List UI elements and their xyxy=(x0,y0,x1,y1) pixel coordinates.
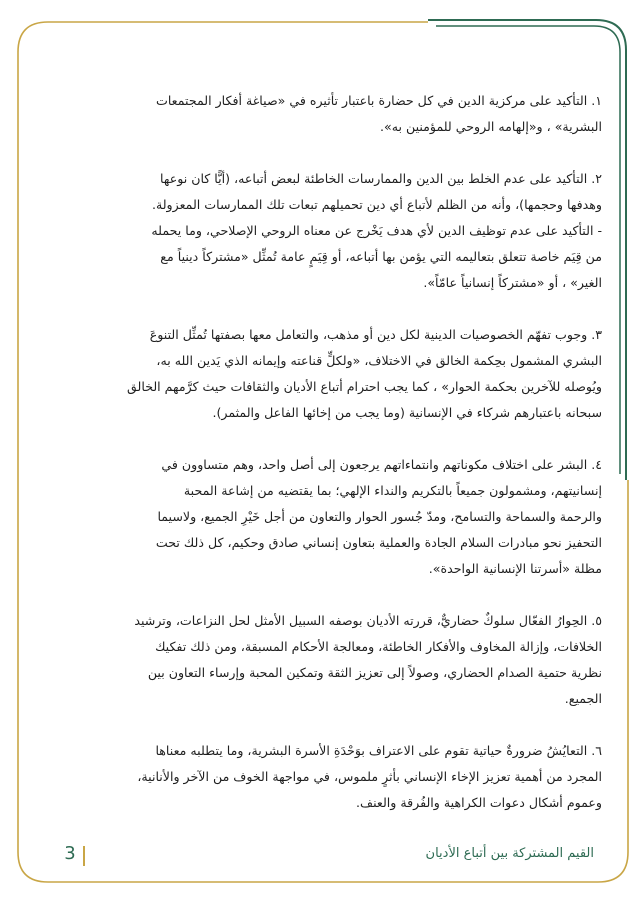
document-body xyxy=(54,88,602,842)
paragraph-3 xyxy=(54,322,602,426)
paragraph-line: وهدفها وحجمها)، وأنه من الظلم لأتباع أي دين تحميلهم تبعات تلك الممارسات المعزولة. xyxy=(151,197,602,212)
paragraph-line: من قِيَم خاصة تتعلق بتعاليمه التي يؤمن بها أتباعه، أو قِيَمٍ عامة تُمثِّل «مشتركاً دينياً مع xyxy=(160,249,602,264)
paragraph-line: ٢. التأكيد على عدم الخلط بين الدين والممارسات الخاطئة لبعض أتباعه، (أيًّا كان نوعها xyxy=(160,171,602,186)
paragraph-line: سبحانه باعتبارهم شركاء في الإنسانية (وما يجب من إخائها الفاعل والمثمر). xyxy=(212,405,602,420)
paragraph-line: الخلافات، وإزالة المخاوف والأفكار الخاطئة، ومعالجة الأحكام المسبقة، ومن ذلك تفكيك xyxy=(155,639,602,654)
paragraph-line: التحفيز نحو مبادرات السلام الجادة والعملية بتعاون إنساني صادق وحكيم، كل ذلك تحت xyxy=(155,535,602,550)
paragraph-line: ويُوصله للآخرين بحكمة الحوار» ، كما يجب احترام أتباع الأديان والثقافات حيث كرَّمهم الخالق xyxy=(127,379,602,394)
paragraph-line: ٤. البشر على اختلاف مكوناتهم وانتماءاتهم يرجعون إلى أصل واحد، وهم متساوون في xyxy=(161,457,602,472)
paragraph-2 xyxy=(54,166,602,296)
paragraph-line: البشري المشمول بحِكمة الخالق في الاختلاف، «ولكلٍّ قناعته وإيمانه الذي يَدين الله به، xyxy=(156,353,602,368)
footer-title: القيم المشتركة بين أتباع الأديان xyxy=(425,846,594,861)
paragraph-line: إنسانيتهم، ومشمولون جميعاً بالتكريم والنداء الإلهي؛ بما يقتضيه من إشاعة المحبة xyxy=(183,483,602,498)
paragraph-line: مظلة «أسرتنا الإنسانية الواحدة». xyxy=(428,561,602,576)
paragraph-line: المجرد من أهمية تعزيز الإخاء الإنساني بأثرٍ ملموس، في مواجهة الخوف من الآخر والأنانية، xyxy=(137,769,602,784)
paragraph-1 xyxy=(54,88,602,140)
paragraph-line: وعموم أشكال دعوات الكراهية والفُرقة والعنف. xyxy=(356,795,602,810)
page-number: 3 xyxy=(64,843,76,864)
paragraph-line: ٣. وجوب تفهّم الخصوصيات الدينية لكل دين أو مذهب، والتعامل معها بصفتها تُمثِّل التنوعَ xyxy=(149,327,602,342)
paragraph-line: الجميع. xyxy=(564,691,602,706)
paragraph-line: البشرية» ، و«إلهامه الروحي للمؤمنين به». xyxy=(380,119,602,134)
footer-separator xyxy=(83,846,85,866)
paragraph-line: ١. التأكيد على مركزية الدين في كل حضارة باعتبار تأثيره في «صياغة أفكار المجتمعات xyxy=(155,93,602,108)
paragraph-6 xyxy=(54,738,602,816)
paragraph-line: الغير» ، أو «مشتركاً إنسانياً عامّاً». xyxy=(423,275,602,290)
paragraph-line: ٥. الحِوارُ الفعّال سلوكٌ حضاريٌّ، قررته الأديان بوصفه السبيل الأمثل لحل النزاعات، وترشيد xyxy=(134,613,602,628)
paragraph-line: نظرية حتمية الصدام الحضاري، وصولاً إلى تعزيز الثقة وتمكين المحبة وإرساء التعاون بين xyxy=(147,665,602,680)
paragraph-line: والرحمة والسماحة والتسامح، ومدّ جُسور الحوار والتعاون من أجل خَيْرِ الجميع، ولاسيما xyxy=(157,509,602,524)
paragraph-line: ٦. التعايُشُ ضرورةٌ حياتية تقوم على الاعتراف بوَحْدَةِ الأسرة البشرية، وما يتطلبه معناها xyxy=(155,743,602,758)
paragraph-line: - التأكيد على عدم توظيف الدين لأي هدف يَخْرج عن معناه الروحي الإصلاحي، وما يحمله xyxy=(151,223,602,238)
paragraph-4 xyxy=(54,452,602,582)
paragraph-5 xyxy=(54,608,602,712)
